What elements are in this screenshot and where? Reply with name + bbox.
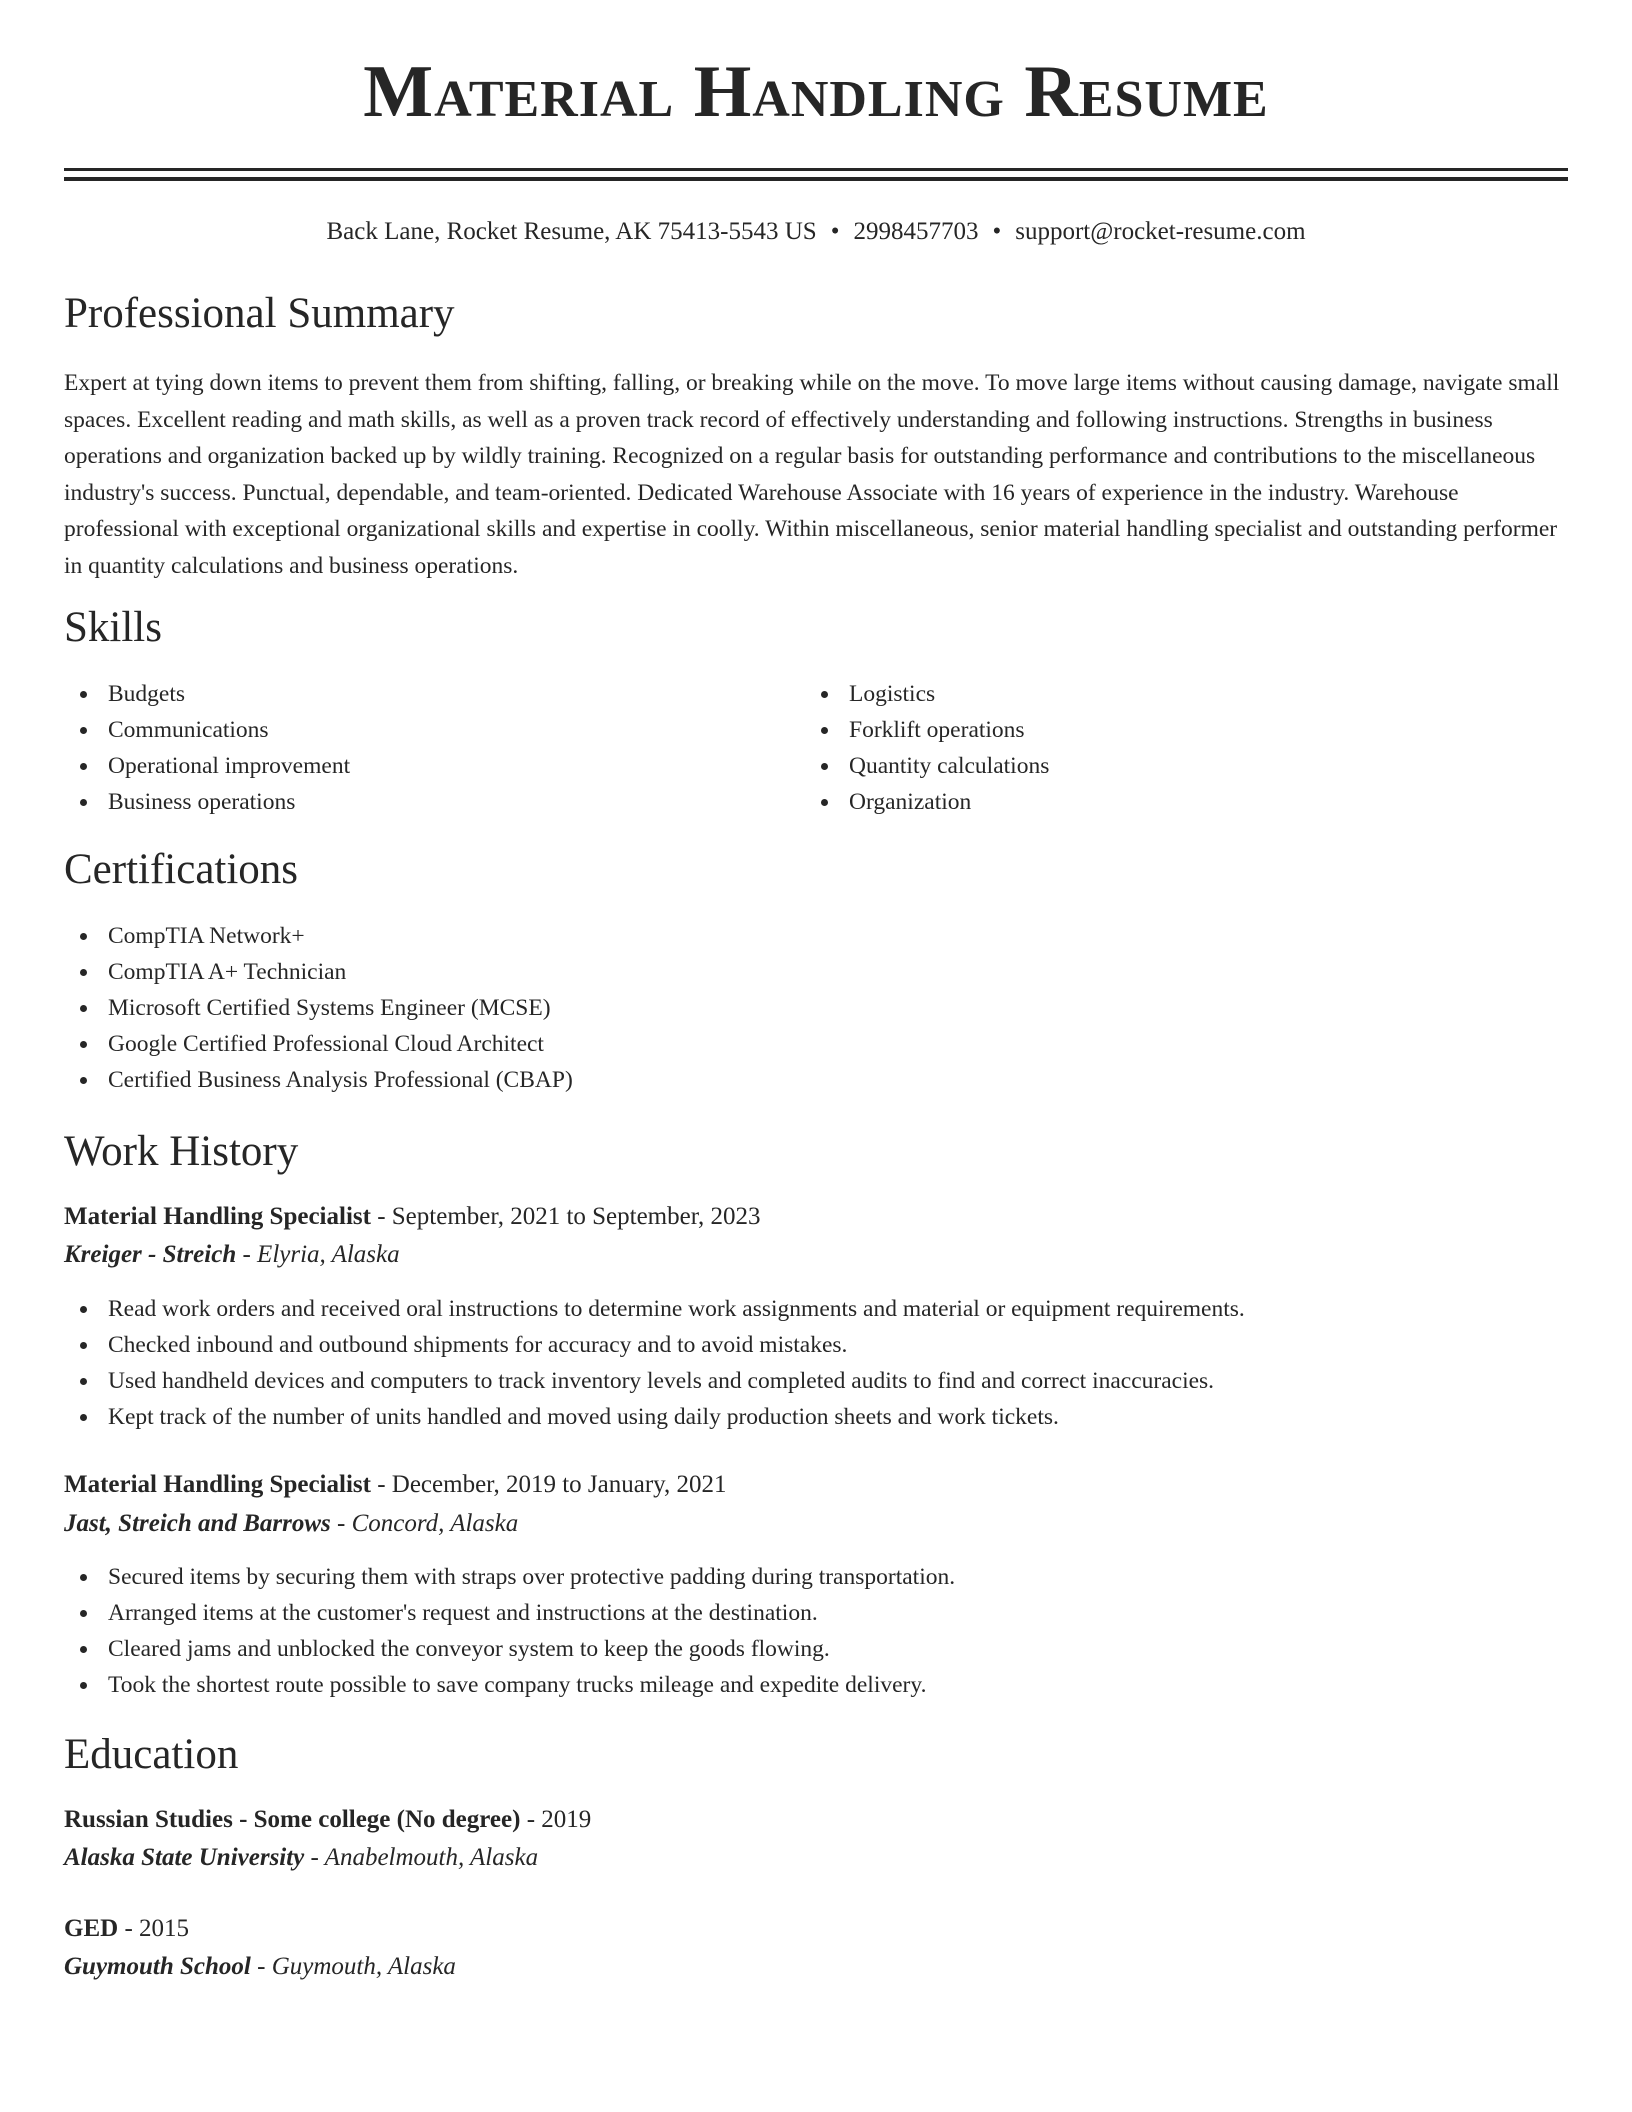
skill-item: Organization — [805, 784, 1525, 820]
dash: - — [236, 1241, 258, 1268]
job-company-line — [64, 1238, 400, 1272]
dash: - — [370, 1203, 392, 1230]
skill-item: Logistics — [805, 676, 1525, 712]
job-location: Elyria, Alaska — [257, 1241, 400, 1268]
education-school-line — [64, 1841, 538, 1875]
dash: - — [118, 1915, 140, 1942]
job-title-line — [64, 1468, 727, 1502]
certifications-heading: Certifications — [64, 846, 299, 893]
education-degree: GED — [64, 1915, 119, 1942]
dash: - — [370, 1471, 392, 1498]
job-bullet: Used handheld devices and computers to track inventory levels and completed audits to find and correct inaccuracies. — [64, 1363, 1568, 1399]
job-bullets — [64, 1559, 1568, 1703]
header-divider-thick — [64, 168, 1568, 171]
education-degree-line — [64, 1803, 591, 1837]
contact-separator: • — [830, 218, 840, 245]
skill-item: Operational improvement — [64, 748, 784, 784]
job-dates: December, 2019 to January, 2021 — [391, 1471, 727, 1498]
job-bullet: Arranged items at the customer's request and instructions at the destination. — [64, 1595, 1568, 1631]
job-title-line — [64, 1200, 761, 1234]
skill-item: Business operations — [64, 784, 784, 820]
dash: - — [250, 1953, 272, 1980]
dash: - — [330, 1510, 352, 1537]
contact-separator: • — [992, 218, 1002, 245]
education-degree: Russian Studies - Some college (No degree) — [64, 1806, 521, 1833]
education-location: Guymouth, Alaska — [271, 1953, 456, 1980]
contact-phone: 2998457703 — [853, 218, 979, 245]
job-company: Kreiger - Streich — [64, 1241, 237, 1268]
education-heading: Education — [64, 1731, 239, 1778]
job-bullet: Read work orders and received oral instructions to determine work assignments and material or equipment requirements. — [64, 1291, 1568, 1327]
dash: - — [304, 1844, 325, 1871]
skill-item: Communications — [64, 712, 784, 748]
job-bullet: Cleared jams and unblocked the conveyor system to keep the goods flowing. — [64, 1631, 1568, 1667]
job-bullet: Checked inbound and outbound shipments for accuracy and to avoid mistakes. — [64, 1327, 1568, 1363]
summary-heading: Professional Summary — [64, 290, 455, 337]
resume-title: Material Handling Resume — [363, 51, 1269, 133]
certification-item: CompTIA Network+ — [64, 918, 1568, 954]
job-bullets — [64, 1291, 1568, 1435]
skill-item: Budgets — [64, 676, 784, 712]
education-school-line — [64, 1950, 456, 1984]
certification-item: Google Certified Professional Cloud Architect — [64, 1026, 1568, 1062]
certifications-list — [64, 918, 1568, 1098]
skill-item: Forklift operations — [805, 712, 1525, 748]
education-school: Alaska State University — [64, 1844, 305, 1871]
job-dates: September, 2021 to September, 2023 — [391, 1203, 761, 1230]
summary-text: Expert at tying down items to prevent them from shifting, falling, or breaking while on the move. To move large items without causing damage, navigate small spaces. Excellent reading and math skills, as well as a proven track record of effectively understanding and following instructions. Strengths in business operations and organization backed up by wildly training. Recognized on a regular basis for outstanding performance and contributions to the miscellaneous industry's success. Punctual, dependable, and team-oriented. Dedicated Warehouse Associate with 16 years of experience in the industry. Warehouse professional with exceptional organizational skills and expertise in coolly. Within miscellaneous, senior material handling specialist and outstanding performer in quantity calculations and business operations. — [64, 370, 1560, 579]
education-school: Guymouth School — [64, 1953, 251, 1980]
skills-heading: Skills — [64, 604, 162, 651]
header-divider-thin — [64, 177, 1568, 181]
job-company-line — [64, 1507, 518, 1541]
job-location: Concord, Alaska — [351, 1510, 519, 1537]
certification-item: Microsoft Certified Systems Engineer (MCSE) — [64, 990, 1568, 1026]
contact-address: Back Lane, Rocket Resume, AK 75413-5543 US — [326, 218, 817, 245]
skill-item: Quantity calculations — [805, 748, 1525, 784]
education-location: Anabelmouth, Alaska — [324, 1844, 539, 1871]
job-bullet: Kept track of the number of units handled and moved using daily production sheets and work tickets. — [64, 1399, 1568, 1435]
job-title: Material Handling Specialist — [64, 1203, 371, 1230]
skills-list-left — [64, 676, 784, 820]
job-title: Material Handling Specialist — [64, 1471, 371, 1498]
dash: - — [520, 1806, 542, 1833]
certification-item: CompTIA A+ Technician — [64, 954, 1568, 990]
education-year: 2015 — [139, 1915, 190, 1942]
certification-item: Certified Business Analysis Professional (CBAP) — [64, 1062, 1568, 1098]
job-bullet: Took the shortest route possible to save company trucks mileage and expedite delivery. — [64, 1667, 1568, 1703]
education-year: 2019 — [541, 1806, 592, 1833]
job-bullet: Secured items by securing them with straps over protective padding during transportation. — [64, 1559, 1568, 1595]
contact-email: support@rocket-resume.com — [1015, 218, 1306, 245]
education-degree-line — [64, 1912, 189, 1946]
job-company: Jast, Streich and Barrows — [64, 1510, 331, 1537]
work-history-heading: Work History — [64, 1128, 299, 1175]
skills-list-right — [805, 676, 1525, 820]
contact-line — [64, 216, 1568, 248]
